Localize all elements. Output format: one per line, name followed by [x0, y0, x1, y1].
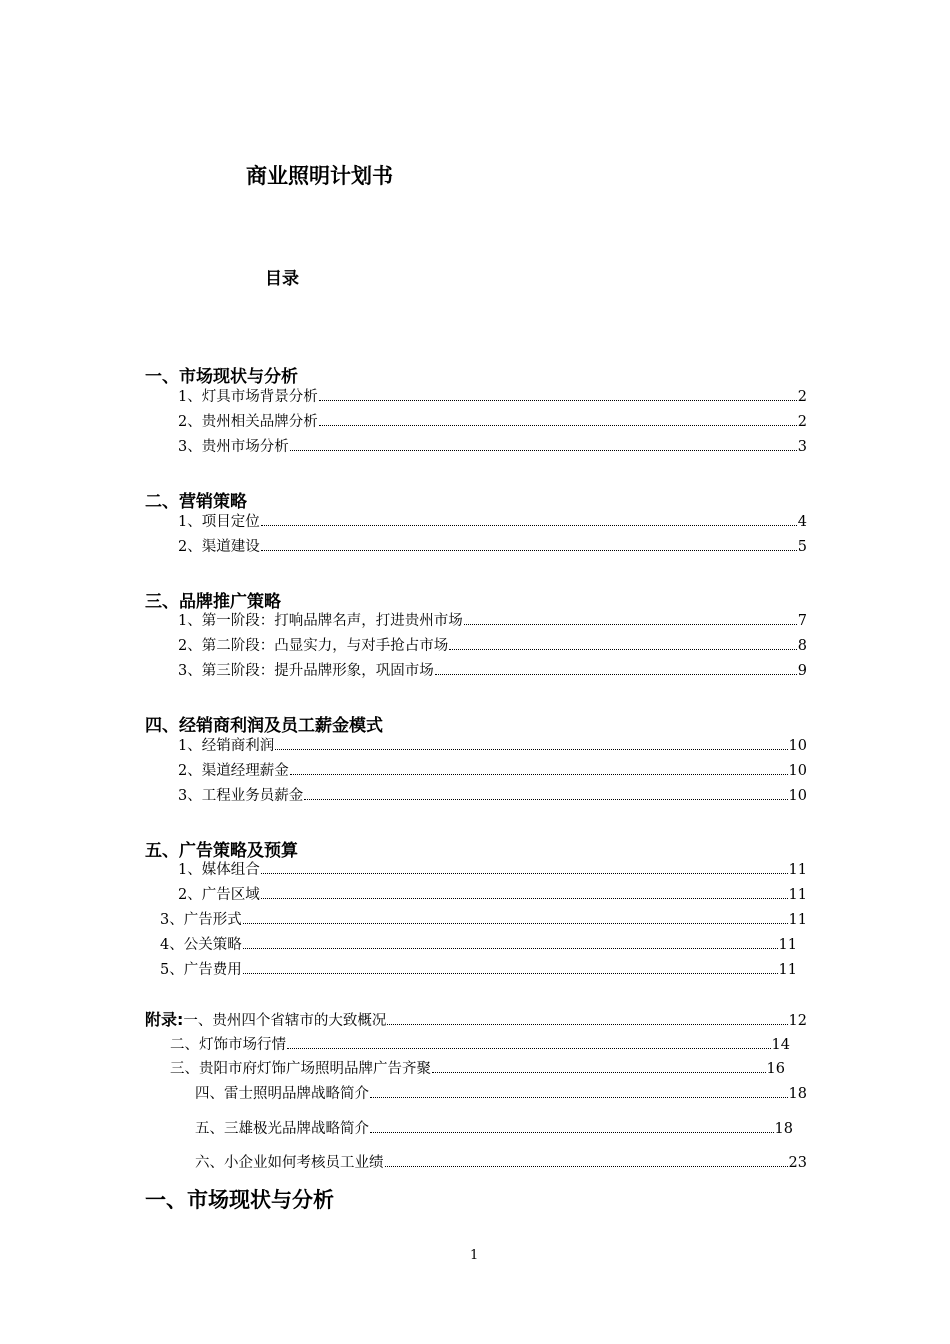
toc-entry-label: 4、公关策略: [160, 937, 242, 953]
toc-entry[interactable]: [178, 885, 807, 905]
toc-entry-label: 2、渠道经理薪金: [178, 763, 289, 779]
dot-leader: [287, 1047, 771, 1049]
toc-entry-label: 2、贵州相关品牌分析: [178, 414, 318, 430]
toc-entry[interactable]: [178, 786, 807, 806]
toc-entry-label: 1、经销商利润: [178, 738, 275, 754]
dot-leader: [290, 773, 788, 775]
toc-entry-page: 7: [797, 613, 807, 629]
toc-entry-label: 1、媒体组合: [178, 862, 260, 878]
toc-entry-label: 2、渠道建设: [178, 539, 260, 555]
toc-entry-label: 2、广告区域: [178, 887, 260, 903]
toc-entry-page: 11: [778, 937, 797, 953]
toc-entry-label: 3、贵州市场分析: [178, 439, 289, 455]
toc-entry-page: 8: [797, 638, 807, 654]
appendix-entry[interactable]: [195, 1119, 793, 1139]
toc-entry-page: 11: [788, 862, 807, 878]
toc-section-heading: 一、市场现状与分析: [145, 367, 298, 387]
toc-entry-page: 11: [778, 962, 797, 978]
toc-entry-page: 18: [788, 1086, 807, 1102]
toc-entry-label: 1、灯具市场背景分析: [178, 389, 318, 405]
toc-entry-page: 10: [788, 788, 807, 804]
toc-entry[interactable]: [178, 661, 807, 681]
dot-leader: [432, 1071, 766, 1073]
toc-entry-page: 16: [766, 1061, 785, 1077]
toc-entry[interactable]: [160, 935, 797, 955]
dot-leader: [464, 623, 797, 625]
toc-section-heading: 二、营销策略: [145, 492, 247, 512]
toc-entry-page: 2: [797, 414, 807, 430]
dot-leader: [261, 872, 788, 874]
toc-entry[interactable]: [178, 387, 807, 407]
toc-entry-label: 二、灯饰市场行情: [170, 1037, 286, 1053]
toc-entry[interactable]: [160, 960, 797, 980]
toc-entry[interactable]: [178, 512, 807, 532]
appendix-entry[interactable]: [195, 1153, 807, 1173]
toc-entry[interactable]: [178, 611, 807, 631]
dot-leader: [243, 922, 788, 924]
dot-leader: [387, 1023, 787, 1025]
toc-entry[interactable]: [178, 537, 807, 557]
toc-entry-page: 4: [797, 514, 807, 530]
dot-leader: [449, 648, 797, 650]
toc-entry-label: 五、三雄极光品牌战略简介: [195, 1121, 369, 1137]
toc-entry-page: 23: [788, 1155, 807, 1171]
toc-entry-label: 2、第二阶段：凸显实力，与对手抢占市场: [178, 638, 449, 654]
toc-entry-label: 三、贵阳市府灯饰广场照明品牌广告齐聚: [170, 1061, 431, 1077]
dot-leader: [275, 748, 787, 750]
toc-entry-label: 5、广告费用: [160, 962, 242, 978]
document-title: 商业照明计划书: [246, 164, 393, 188]
dot-leader: [243, 947, 778, 949]
body-section-heading: 一、市场现状与分析: [145, 1188, 334, 1212]
toc-entry[interactable]: [178, 761, 807, 781]
appendix-entry[interactable]: [170, 1059, 785, 1079]
dot-leader: [261, 897, 788, 899]
toc-section-heading: 三、品牌推广策略: [145, 592, 281, 612]
dot-leader: [370, 1096, 788, 1098]
toc-entry-label: 3、第三阶段：提升品牌形象，巩固市场: [178, 663, 434, 679]
toc-entry[interactable]: [178, 636, 807, 656]
toc-entry-label: 1、项目定位: [178, 514, 260, 530]
toc-entry-label: 1、第一阶段：打响品牌名声，打进贵州市场: [178, 613, 463, 629]
dot-leader: [370, 1131, 774, 1133]
toc-section-heading: 五、广告策略及预算: [145, 841, 298, 861]
toc-entry[interactable]: [178, 437, 807, 457]
toc-entry[interactable]: [178, 860, 807, 880]
appendix-entry[interactable]: [170, 1035, 790, 1055]
appendix-entry[interactable]: [145, 1010, 807, 1030]
toc-entry[interactable]: [178, 412, 807, 432]
dot-leader: [435, 673, 797, 675]
dot-leader: [319, 424, 797, 426]
toc-entry-label: 六、小企业如何考核员工业绩: [195, 1155, 384, 1171]
toc-entry-page: 14: [771, 1037, 790, 1053]
dot-leader: [385, 1165, 788, 1167]
appendix-entry[interactable]: [195, 1084, 807, 1104]
toc-entry-page: 2: [797, 389, 807, 405]
toc-entry-label: 3、工程业务员薪金: [178, 788, 304, 804]
page-number: 1: [470, 1248, 479, 1263]
toc-entry-page: 9: [797, 663, 807, 679]
toc-entry-page: 12: [788, 1013, 807, 1029]
toc-entry-label: 一、贵州四个省辖市的大致概况: [183, 1013, 387, 1029]
dot-leader: [243, 972, 778, 974]
dot-leader: [261, 524, 797, 526]
dot-leader: [261, 549, 797, 551]
dot-leader: [290, 449, 797, 451]
toc-entry-label: 3、广告形式: [160, 912, 242, 928]
toc-entry-page: 11: [788, 912, 807, 928]
toc-entry-page: 18: [774, 1121, 793, 1137]
toc-entry-page: 5: [797, 539, 807, 555]
toc-section-heading: 四、经销商利润及员工薪金模式: [145, 716, 383, 736]
toc-heading: 目录: [265, 269, 299, 289]
dot-leader: [304, 798, 787, 800]
appendix-prefix: 附录:: [145, 1010, 184, 1029]
toc-entry-page: 10: [788, 738, 807, 754]
dot-leader: [319, 399, 797, 401]
toc-entry-label: 四、雷士照明品牌战略简介: [195, 1086, 369, 1102]
toc-entry-page: 10: [788, 763, 807, 779]
toc-entry-page: 11: [788, 887, 807, 903]
toc-entry[interactable]: [178, 736, 807, 756]
toc-entry-page: 3: [797, 439, 807, 455]
toc-entry[interactable]: [160, 910, 807, 930]
